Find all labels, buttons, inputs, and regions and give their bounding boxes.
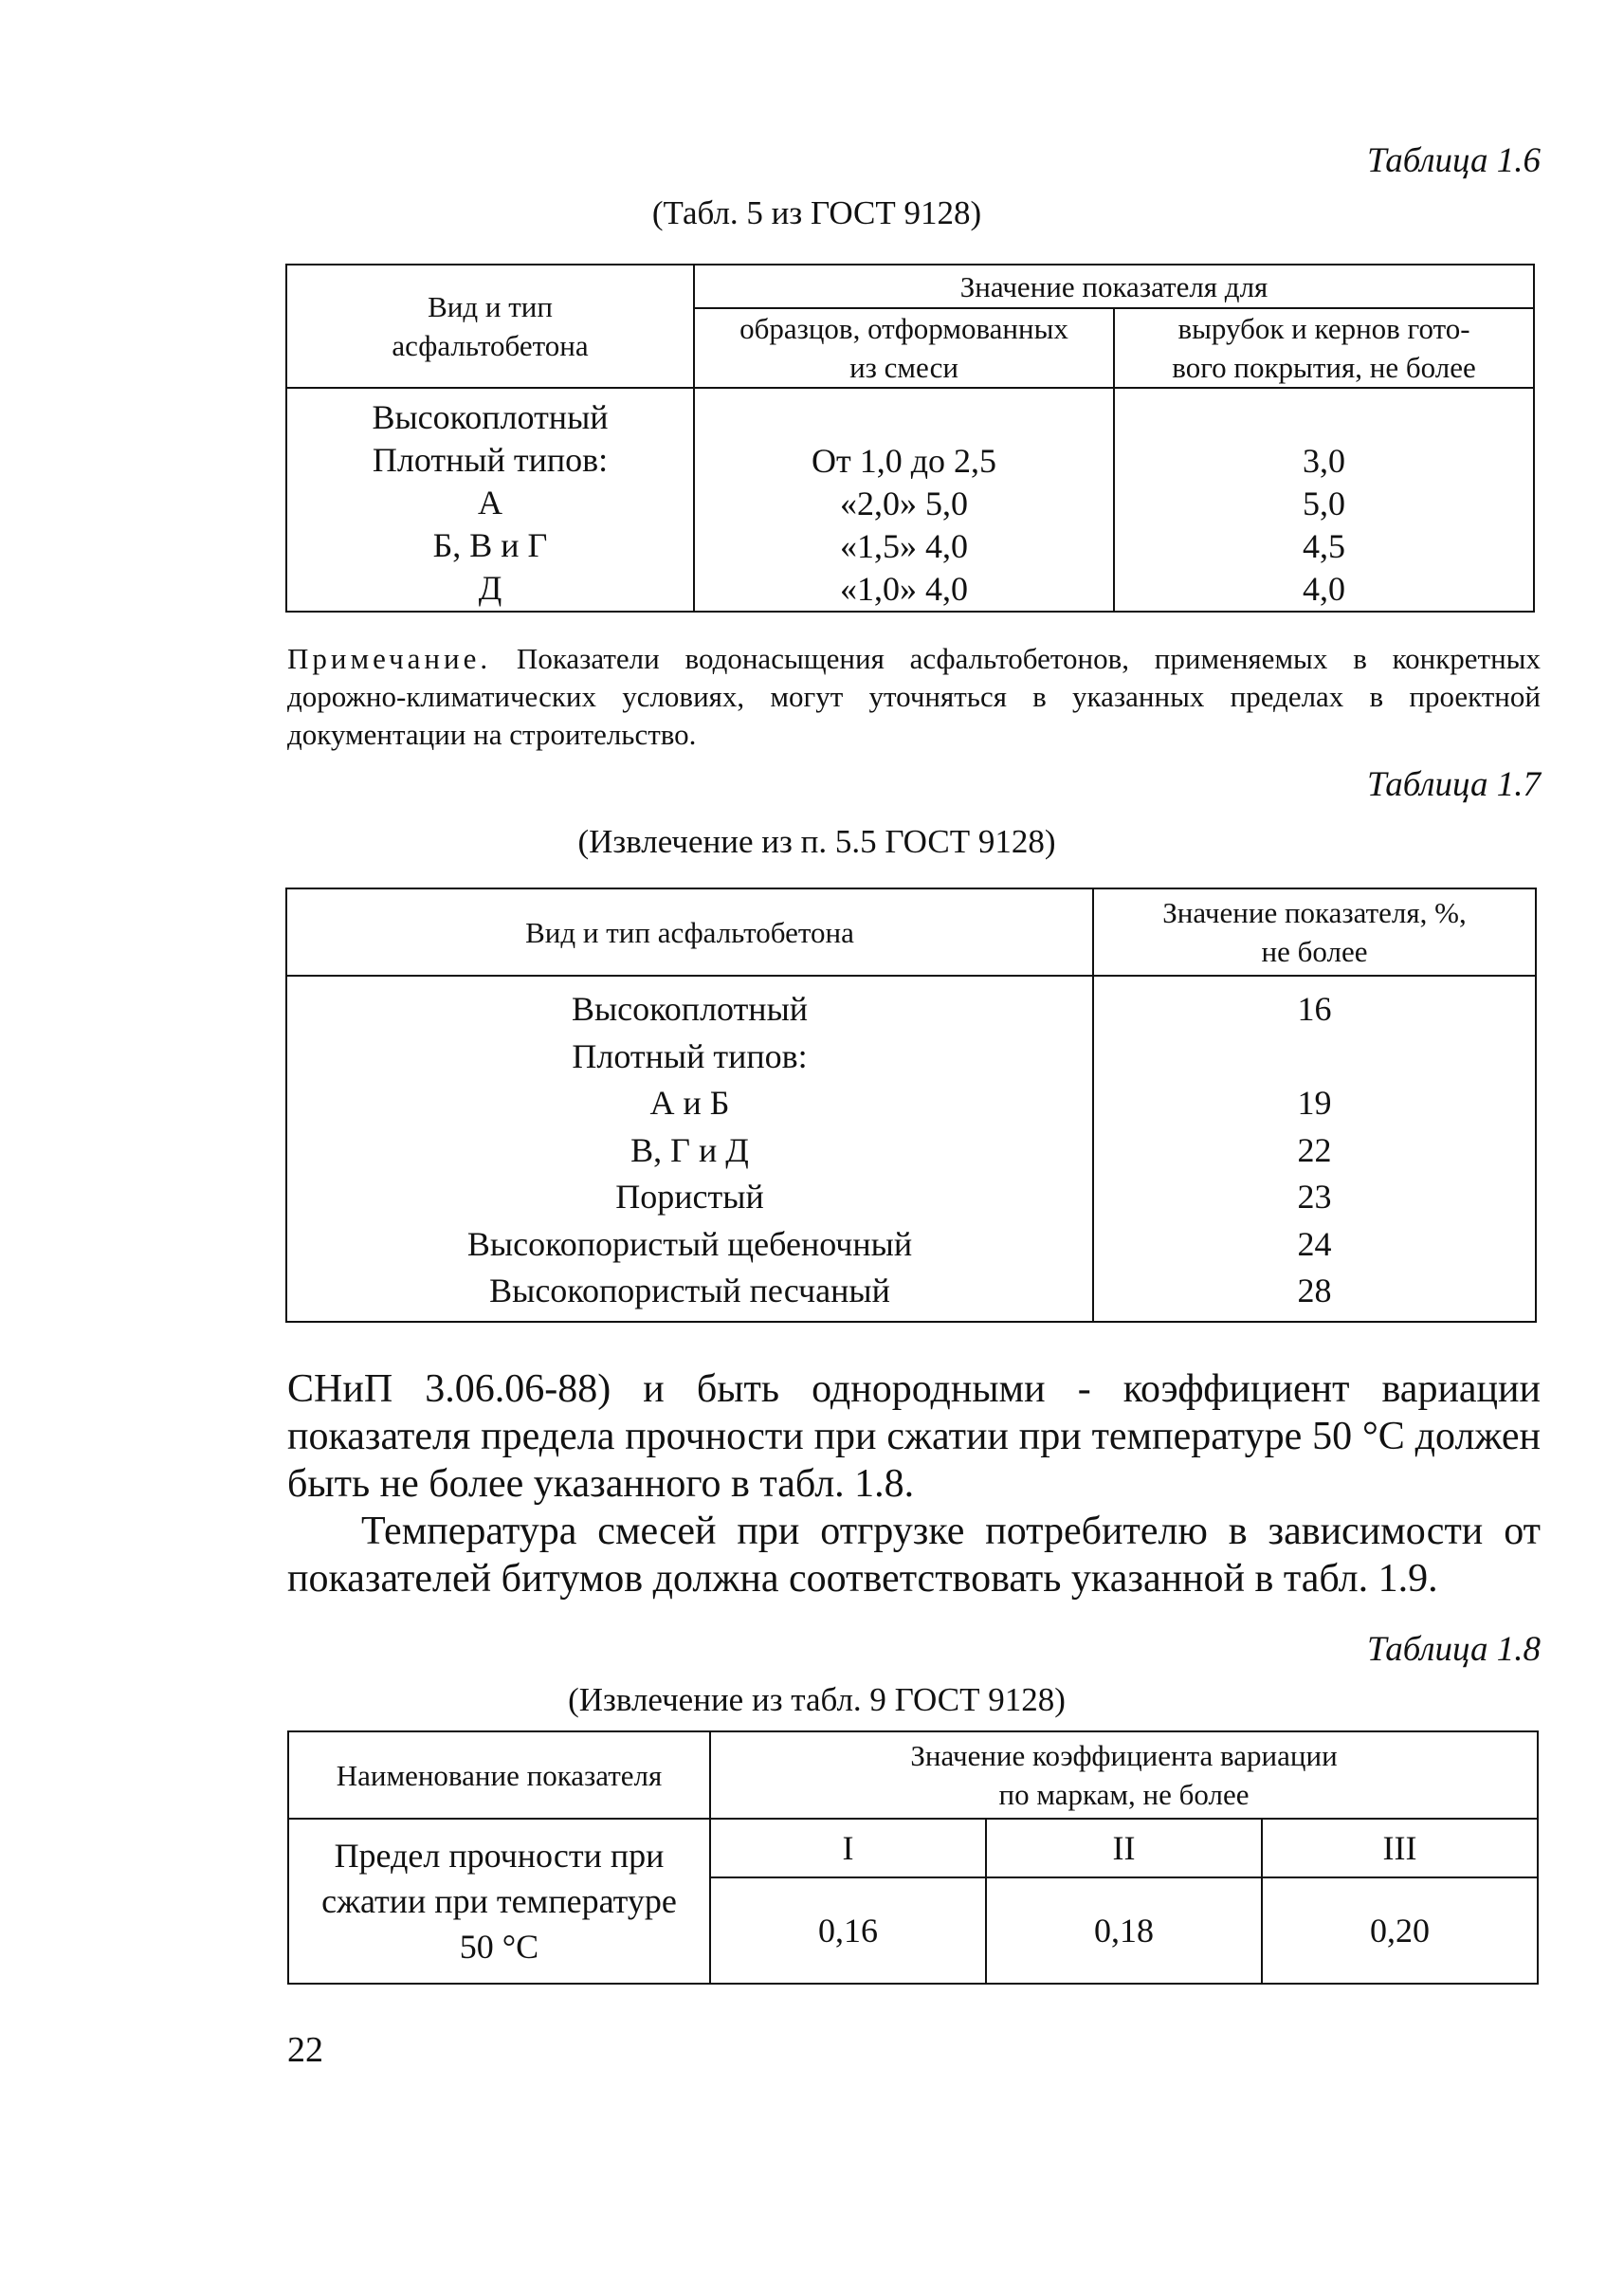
table-1-6-caption: (Табл. 5 из ГОСТ 9128) <box>651 194 982 231</box>
t16-header-type: Вид и тип асфальтобетона <box>286 265 694 388</box>
body-paragraph-1: СНиП 3.06.06-88) и быть однородными - коэффициент вариации показателя предела прочности при сжатии при температуре 50 °С должен быть не более указанного в табл. 1.8. <box>287 1367 1541 1506</box>
table-1-6-label: Таблица 1.6 <box>1366 141 1541 180</box>
t16-cores-cell: 3,0 5,0 4,5 4,0 <box>1114 388 1534 612</box>
t17-value-row: 28 <box>1297 1272 1332 1309</box>
t17-type-row: Высокопористый щебеночный <box>466 1224 913 1263</box>
page-number: 22 <box>287 2030 323 2070</box>
t17-value-row: 19 <box>1297 1084 1332 1122</box>
t18-value-1: 0,16 <box>710 1877 986 1984</box>
t16-samples-cell: От 1,0 до 2,5 «2,0» 5,0 «1,5» 4,0 «1,0» 4,0 <box>694 388 1114 612</box>
t17-value-row: 24 <box>1297 1224 1332 1263</box>
t17-type-row: А и Б <box>649 1084 730 1122</box>
t18-value-3: 0,20 <box>1262 1877 1538 1984</box>
table-1-8-label: Таблица 1.8 <box>1366 1630 1541 1669</box>
t16-header-group: Значение показателя для <box>694 265 1534 308</box>
note-prefix: Примечание. <box>287 642 492 675</box>
table-1-6 <box>285 264 1535 613</box>
t18-grade-3: III <box>1262 1819 1538 1877</box>
t17-type-row: Высокопористый песчаный <box>489 1272 890 1309</box>
t16-type-cell: Высокоплотный Плотный типов: А Б, В и Г Д <box>286 388 694 612</box>
t17-value-row: 23 <box>1297 1178 1332 1216</box>
body-paragraph-2: Температура смесей при отгрузке потребителю в зависимости от показателей битумов должна соответствовать указанной в табл. 1.9. <box>287 1510 1541 1601</box>
note-text: Показатели водонасыщения асфальтобетонов, применяемых в конкретных дорожно-климатических условиях, могут уточняться в указанных пределах в проектной документации на строительство. <box>287 642 1541 751</box>
table-1-7 <box>285 888 1537 1323</box>
t17-type-row: В, Г и Д <box>630 1130 749 1169</box>
table-1-8 <box>287 1730 1539 1985</box>
t18-value-2: 0,18 <box>986 1877 1262 1984</box>
t16-header-samples: образцов, отформованных из смеси <box>694 308 1114 388</box>
table-1-6-note <box>287 640 1541 754</box>
t17-value-row <box>1094 1034 1535 1081</box>
t17-header-value: Значение показателя, %, не более <box>1093 888 1536 976</box>
t17-type-row: Высокоплотный <box>571 990 809 1028</box>
t17-types-cell <box>286 976 1093 1322</box>
t18-row-label: Предел прочности при сжатии при температуре 50 °С <box>288 1819 710 1984</box>
table-1-7-label: Таблица 1.7 <box>1366 765 1541 804</box>
t17-header-type: Вид и тип асфальтобетона <box>286 888 1093 976</box>
t17-type-row: Плотный типов: <box>572 1036 808 1075</box>
t16-header-cores: вырубок и кернов гото- вого покрытия, не более <box>1114 308 1534 388</box>
t18-header-group: Значение коэффициента вариации по маркам, не более <box>710 1731 1538 1819</box>
t18-grade-2: II <box>986 1819 1262 1877</box>
t18-grade-1: I <box>710 1819 986 1877</box>
t18-header-indicator: Наименование показателя <box>288 1731 710 1819</box>
table-1-8-caption: (Извлечение из табл. 9 ГОСТ 9128) <box>568 1681 1066 1718</box>
t17-values-cell <box>1093 976 1536 1322</box>
t17-value-row: 16 <box>1297 990 1332 1028</box>
table-1-7-caption: (Извлечение из п. 5.5 ГОСТ 9128) <box>577 823 1056 860</box>
t17-value-row: 22 <box>1297 1130 1332 1169</box>
t17-type-row: Пористый <box>615 1178 764 1216</box>
